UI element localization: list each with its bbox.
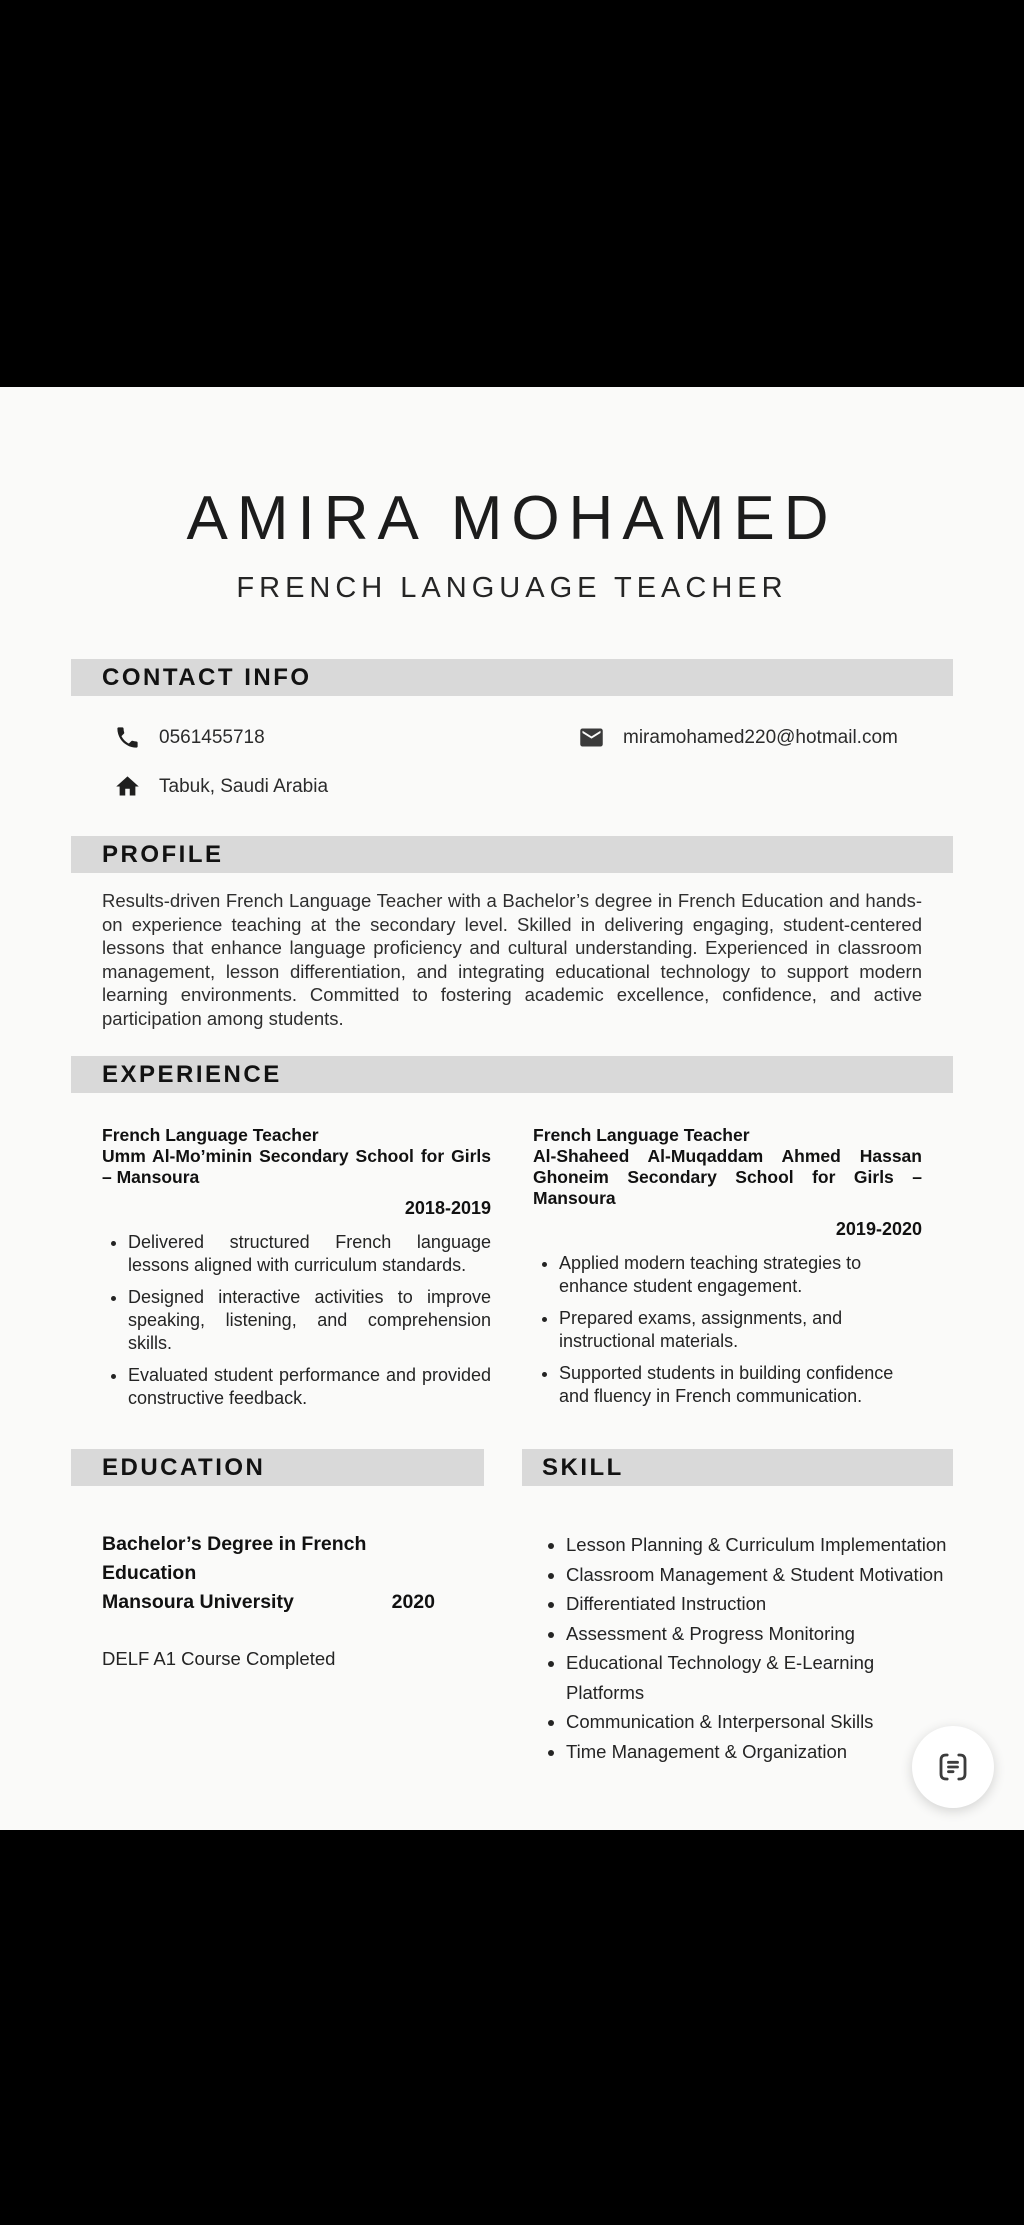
education-section-header [71, 1449, 484, 1486]
job-bullet: • Evaluated student performance and provided constructive feedback. [128, 1364, 491, 1410]
resume-job-title: FRENCH LANGUAGE TEACHER [236, 572, 788, 604]
skill-item: • Time Management & Organization [566, 1737, 953, 1767]
job-dates: 2018-2019 [404, 1198, 491, 1218]
skill-item: • Differentiated Instruction [566, 1589, 953, 1619]
skill-item: • Educational Technology & E-Learning Platforms [566, 1648, 953, 1707]
envelope-icon [578, 724, 605, 751]
job-bullet: • Delivered structured French language lessons aligned with curriculum standards. [128, 1231, 491, 1277]
job-bullet-list [102, 1231, 491, 1410]
skill-item: • Communication & Interpersonal Skills [566, 1707, 953, 1737]
experience-jobs [102, 1125, 922, 1419]
email-address: miramohamed220@hotmail.com [623, 726, 898, 748]
job-dates: 2019-2020 [835, 1219, 922, 1239]
home-icon [114, 773, 141, 800]
graduation-year: 2020 [391, 1591, 435, 1613]
contact-email [566, 724, 922, 751]
contact-info [102, 724, 922, 800]
job-school: Al-Shaheed Al-Muqaddam Ahmed Hassan Ghoneim Secondary School for Girls – Mansoura [533, 1146, 922, 1208]
job-title: French Language Teacher [102, 1125, 319, 1145]
experience-section-header [71, 1056, 953, 1093]
skills-list [522, 1530, 953, 1766]
experience-job-2 [533, 1125, 922, 1419]
job-title: French Language Teacher [533, 1125, 750, 1145]
skill-item: • Classroom Management & Student Motivation [566, 1560, 953, 1590]
phone-number: 0561455718 [159, 726, 265, 748]
education-skill-content [71, 1530, 953, 1766]
resume-document [0, 387, 1024, 1830]
resume-name: AMIRA MOHAMED [186, 484, 838, 553]
experience-heading: EXPERIENCE [102, 1060, 282, 1088]
job-bullet: • Applied modern teaching strategies to enhance student engagement. [559, 1252, 922, 1298]
skill-heading: SKILL [542, 1453, 624, 1481]
education-block [71, 1530, 484, 1766]
job-bullet: • Supported students in building confidence and fluency in French communication. [559, 1362, 922, 1408]
contact-location [102, 773, 566, 800]
job-school: Umm Al-Mo’minin Secondary School for Girls – Mansoura [102, 1146, 491, 1187]
top-letterbox [0, 0, 1024, 387]
university-name: Mansoura University [102, 1591, 294, 1613]
bottom-letterbox [0, 1830, 1024, 2225]
phone-icon [114, 724, 141, 751]
skill-item: • Assessment & Progress Monitoring [566, 1619, 953, 1649]
contact-section-header [71, 659, 953, 696]
experience-job-1 [102, 1125, 491, 1419]
profile-heading: PROFILE [102, 840, 224, 868]
contact-heading: CONTACT INFO [102, 663, 312, 691]
profile-section-header [71, 836, 953, 873]
degree-title: Bachelor’s Degree in French Education [102, 1533, 367, 1584]
education-heading: EDUCATION [102, 1453, 266, 1481]
profile-summary: Results-driven French Language Teacher with a Bachelor’s degree in French Education and hands-on experience teaching at the secondary level. Skilled in delivering engaging, student-centered lessons that enhance language proficiency and cultural understanding. Experienced in classroom management, lesson differentiation, and integrating educational technology to support modern learning environments. Committed to fostering academic excellence, confidence, and active participation among students. [102, 890, 922, 1029]
job-bullet-list [533, 1252, 922, 1408]
university-row [102, 1588, 435, 1617]
skill-section-header [522, 1449, 953, 1486]
education-skill-headers [71, 1449, 953, 1486]
location-text: Tabuk, Saudi Arabia [159, 775, 329, 797]
skills-block [522, 1530, 953, 1766]
job-bullet: • Designed interactive activities to improve speaking, listening, and comprehension skills. [128, 1286, 491, 1355]
contact-phone [102, 724, 566, 751]
scan-text-button[interactable] [912, 1726, 994, 1808]
skill-item: • Lesson Planning & Curriculum Implementation [566, 1530, 953, 1560]
education-note: DELF A1 Course Completed [102, 1648, 336, 1669]
job-bullet: • Prepared exams, assignments, and instructional materials. [559, 1307, 922, 1353]
scan-text-icon [933, 1747, 973, 1787]
